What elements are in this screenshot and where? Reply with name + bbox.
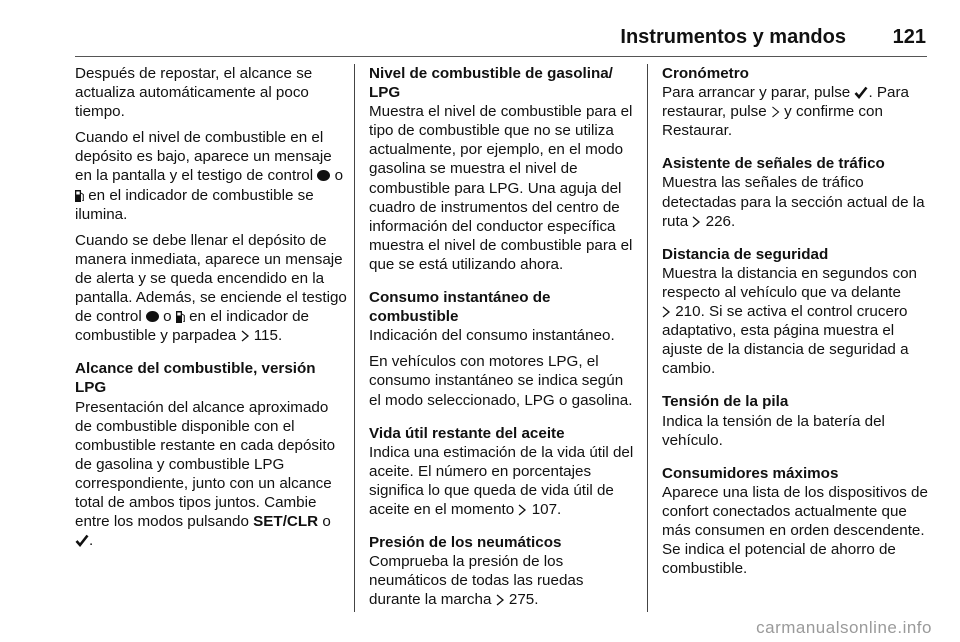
text: en el indicador de combustible se ilumina. [75, 186, 314, 223]
text: Cuando el nivel de combustible en el depósito es bajo, aparece un mensaje en la pantalla y el testigo de control [75, 129, 332, 185]
text: Indica una estimación de la vida útil del aceite. El número en porcentajes significa lo que queda de vida útil de aceite en el momento [369, 443, 634, 518]
section-heading: Distancia de seguridad [662, 245, 829, 263]
section-heading: Consumo instantáneo de combustible [369, 289, 551, 326]
page-reference[interactable]: 107. [531, 500, 562, 518]
paragraph [369, 552, 637, 609]
page-number: 121 [892, 26, 926, 48]
column-3 [662, 64, 930, 585]
fuel-pump-icon [75, 189, 84, 202]
section-heading: Nivel de combustible de gasolina/ LPG [369, 65, 613, 102]
watermark-text[interactable]: carmanualsonline.info [756, 618, 932, 637]
text: Cuando se debe llenar el depósito de manera inmediata, aparece un mensaje de alerta y se queda encendido en la pantalla. Además, se enciende el testigo de control [75, 231, 347, 326]
paragraph: Después de repostar, el alcance se actualiza automáticamente al poco tiempo. [75, 65, 313, 121]
section-heading: Vida útil restante del aceite [369, 424, 565, 442]
paragraph: Indicación del consumo instantáneo. [369, 327, 615, 345]
fuel-pump-icon [176, 310, 185, 323]
header-rule [75, 56, 927, 57]
section-heading: Cronómetro [662, 65, 749, 82]
text: Para arrancar y parar, pulse [662, 84, 851, 102]
section-heading: Tensión de la pila [662, 393, 789, 411]
paragraph: Indica la tensión de la batería del vehículo. [662, 412, 885, 449]
paragraph [662, 173, 930, 230]
page-reference-icon [692, 216, 701, 228]
column-divider [354, 64, 355, 612]
paragraph: Aparece una lista de los dispositivos de confort conectados actualmente que más consumen en orden descendente. Se indica el potencial de ahorro de combustible. [662, 483, 928, 578]
fuel-warning-icon [146, 311, 159, 322]
text: Si se activa el control crucero adaptativo, esta página muestra el ajuste de la distancia de seguridad a cambio. [662, 303, 909, 378]
section-heading: Alcance del combustible, versión LPG [75, 360, 316, 397]
page-reference[interactable]: 115. [253, 327, 283, 345]
text: en el indicador de combustible y parpadea [75, 308, 309, 345]
check-icon [854, 86, 868, 99]
paragraph: En vehículos con motores LPG, el consumo instantáneo se indica según el modo seleccionado, LPG o gasolina. [369, 353, 633, 409]
text: o [334, 167, 344, 185]
fuel-warning-icon [317, 170, 330, 181]
page-reference-icon [662, 306, 671, 318]
text: Muestra la distancia en segundos con respecto al vehículo que va delante [662, 264, 917, 301]
page-reference-icon [241, 330, 250, 342]
set-clr-button-label: SET/CLR [253, 513, 319, 531]
text: Muestra las señales de tráfico detectadas para la sección actual de la ruta [662, 174, 925, 230]
paragraph [369, 443, 637, 519]
text: o [163, 308, 172, 326]
text: o [322, 513, 331, 531]
page-reference-icon [496, 594, 505, 606]
page-reference-icon [518, 504, 527, 516]
paragraph [662, 264, 930, 379]
paragraph [662, 83, 930, 140]
text: y confirme con Restaurar. [662, 103, 883, 140]
page-reference[interactable]: 275. [508, 591, 539, 609]
paragraph [75, 398, 347, 551]
text: . [89, 532, 94, 550]
column-1 [75, 64, 347, 557]
section-heading: Consumidores máximos [662, 464, 839, 482]
paragraph: Muestra el nivel de combustible para el tipo de combustible que no se utiliza actualmente, por ejemplo, en el modo gasolina se muestra el nivel de combustible para LPG. Una aguja del cuadro de instrumentos del centro de información del conductor específica muestra el nivel de combustible para el que se está utilizando ahora. [369, 103, 633, 273]
section-heading: Presión de los neumáticos [369, 534, 562, 552]
chevron-right-icon [771, 106, 780, 118]
page-reference[interactable]: 210. [675, 303, 705, 321]
column-2 [369, 64, 637, 616]
text: Presentación del alcance aproximado de combustible disponible con el combustible restante en cada depósito de gasolina y combustible LPG correspondiente, junto con un alcance total de ambos tipos juntos. Cambie entre los modos pulsando [75, 398, 336, 531]
paragraph [75, 231, 347, 346]
column-divider [647, 64, 648, 612]
page-reference[interactable]: 226. [705, 212, 736, 230]
paragraph [75, 128, 347, 223]
check-icon [75, 534, 89, 547]
page-title: Instrumentos y mandos [620, 26, 846, 48]
text: Comprueba la presión de los neumáticos de todas las ruedas durante la marcha [369, 553, 584, 609]
text: . Para restaurar, pulse [662, 84, 910, 121]
watermark [0, 618, 960, 638]
section-heading: Asistente de señales de tráfico [662, 155, 885, 173]
page-header [0, 26, 926, 52]
